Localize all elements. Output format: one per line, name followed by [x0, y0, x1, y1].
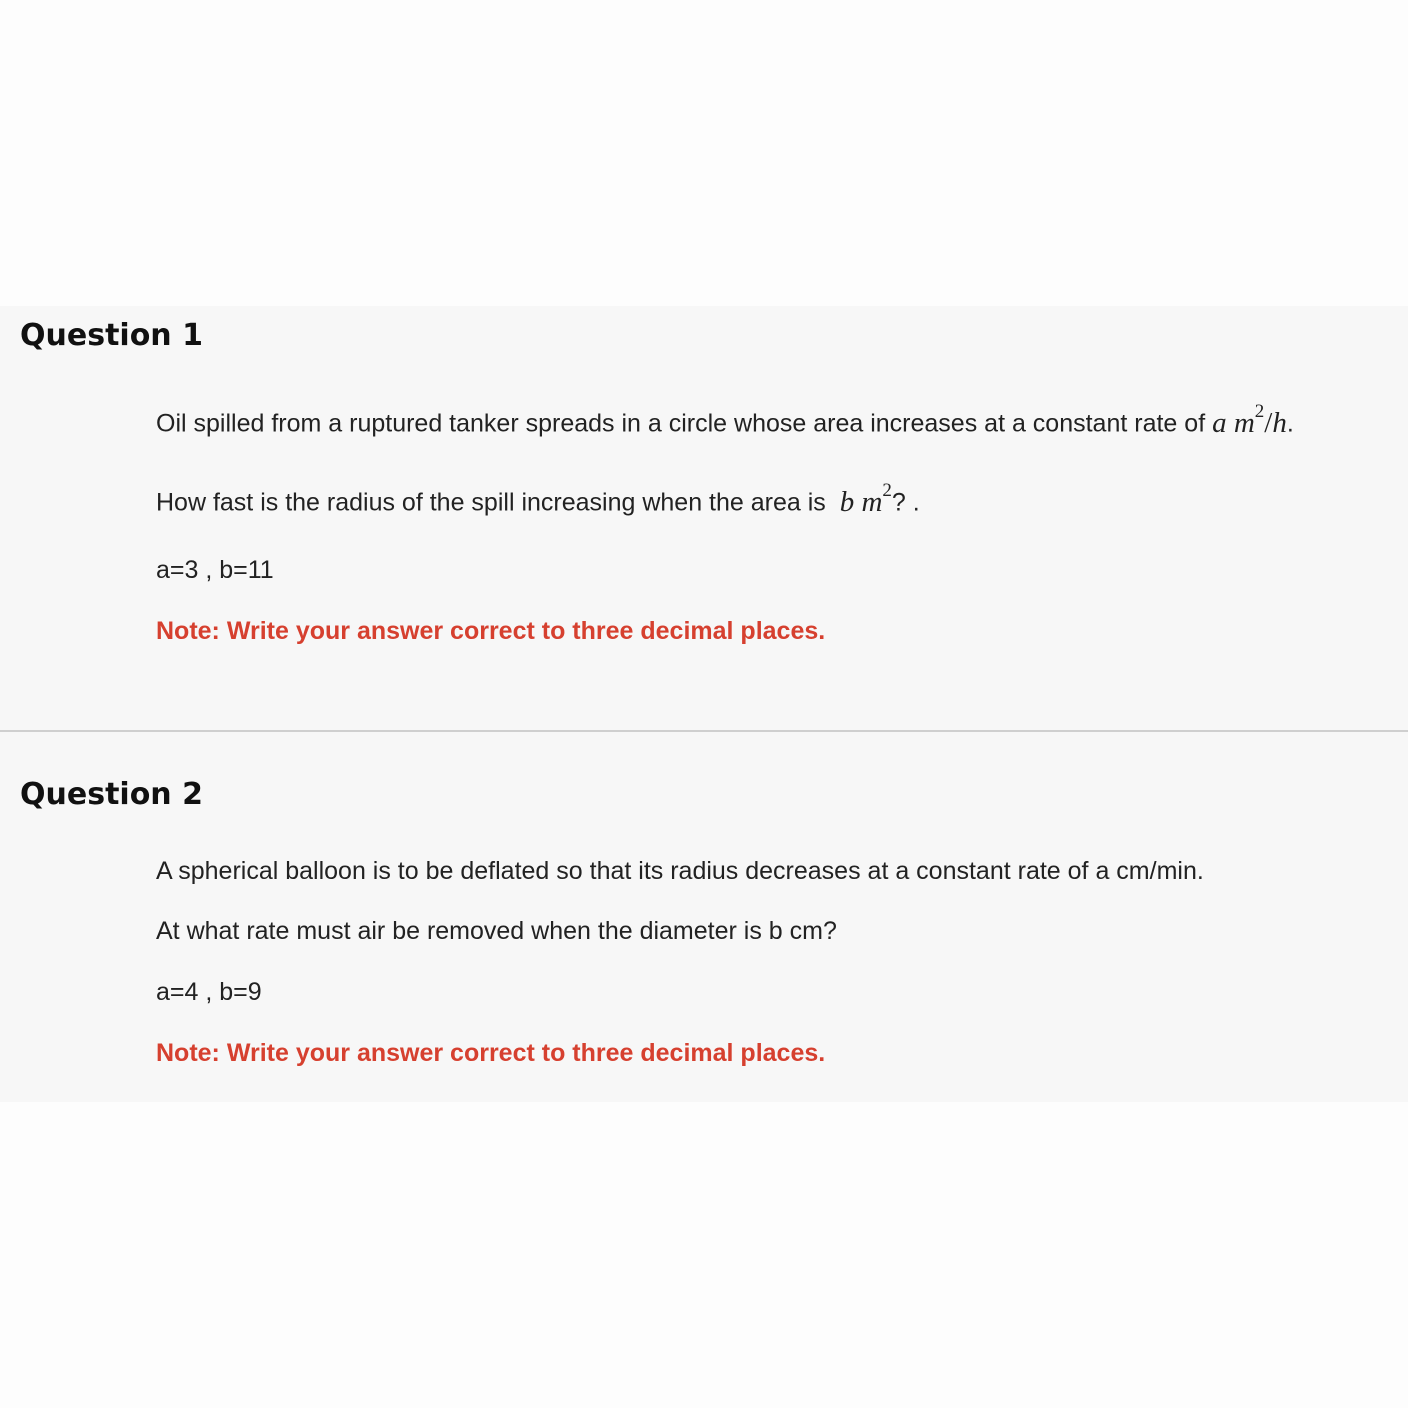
- area-expression: [839, 480, 892, 518]
- unit-h: h: [1272, 406, 1287, 439]
- question-2-statement: A spherical balloon is to be deflated so that its radius decreases at a constant rate of a cm/min.: [156, 857, 1204, 885]
- question-1-statement-text: Oil spilled from a ruptured tanker spreads in a circle whose area increases at a constant rate of: [156, 409, 1213, 438]
- area-rate-expression: [1212, 401, 1287, 439]
- question-1-prompt-text: How fast is the radius of the spill increasing when the area is: [156, 488, 833, 517]
- question-1-panel: [0, 306, 1408, 730]
- question-2-note: Note: Write your answer correct to three decimal places.: [156, 1039, 826, 1067]
- question-1-params: a=3 , b=11: [156, 556, 274, 584]
- question-1-prompt: [156, 480, 920, 518]
- variable-b: b: [839, 485, 855, 518]
- unit-m: m: [861, 485, 883, 518]
- per-slash: /: [1264, 406, 1273, 439]
- unit-m: m: [1233, 406, 1255, 439]
- prompt-end: ? .: [891, 488, 920, 517]
- question-2-prompt: At what rate must air be removed when the diameter is b cm?: [156, 917, 837, 945]
- exponent-2: 2: [1254, 401, 1265, 422]
- question-2-panel: [0, 732, 1408, 1102]
- question-2-title: Question 2: [20, 777, 203, 812]
- question-1-statement: [156, 401, 1294, 439]
- question-1-title: Question 1: [20, 318, 203, 353]
- statement-period: .: [1286, 409, 1294, 438]
- question-1-note: Note: Write your answer correct to three decimal places.: [156, 617, 826, 645]
- question-2-params: a=4 , b=9: [156, 978, 262, 1006]
- exponent-2: 2: [882, 480, 892, 501]
- variable-a: a: [1212, 406, 1227, 439]
